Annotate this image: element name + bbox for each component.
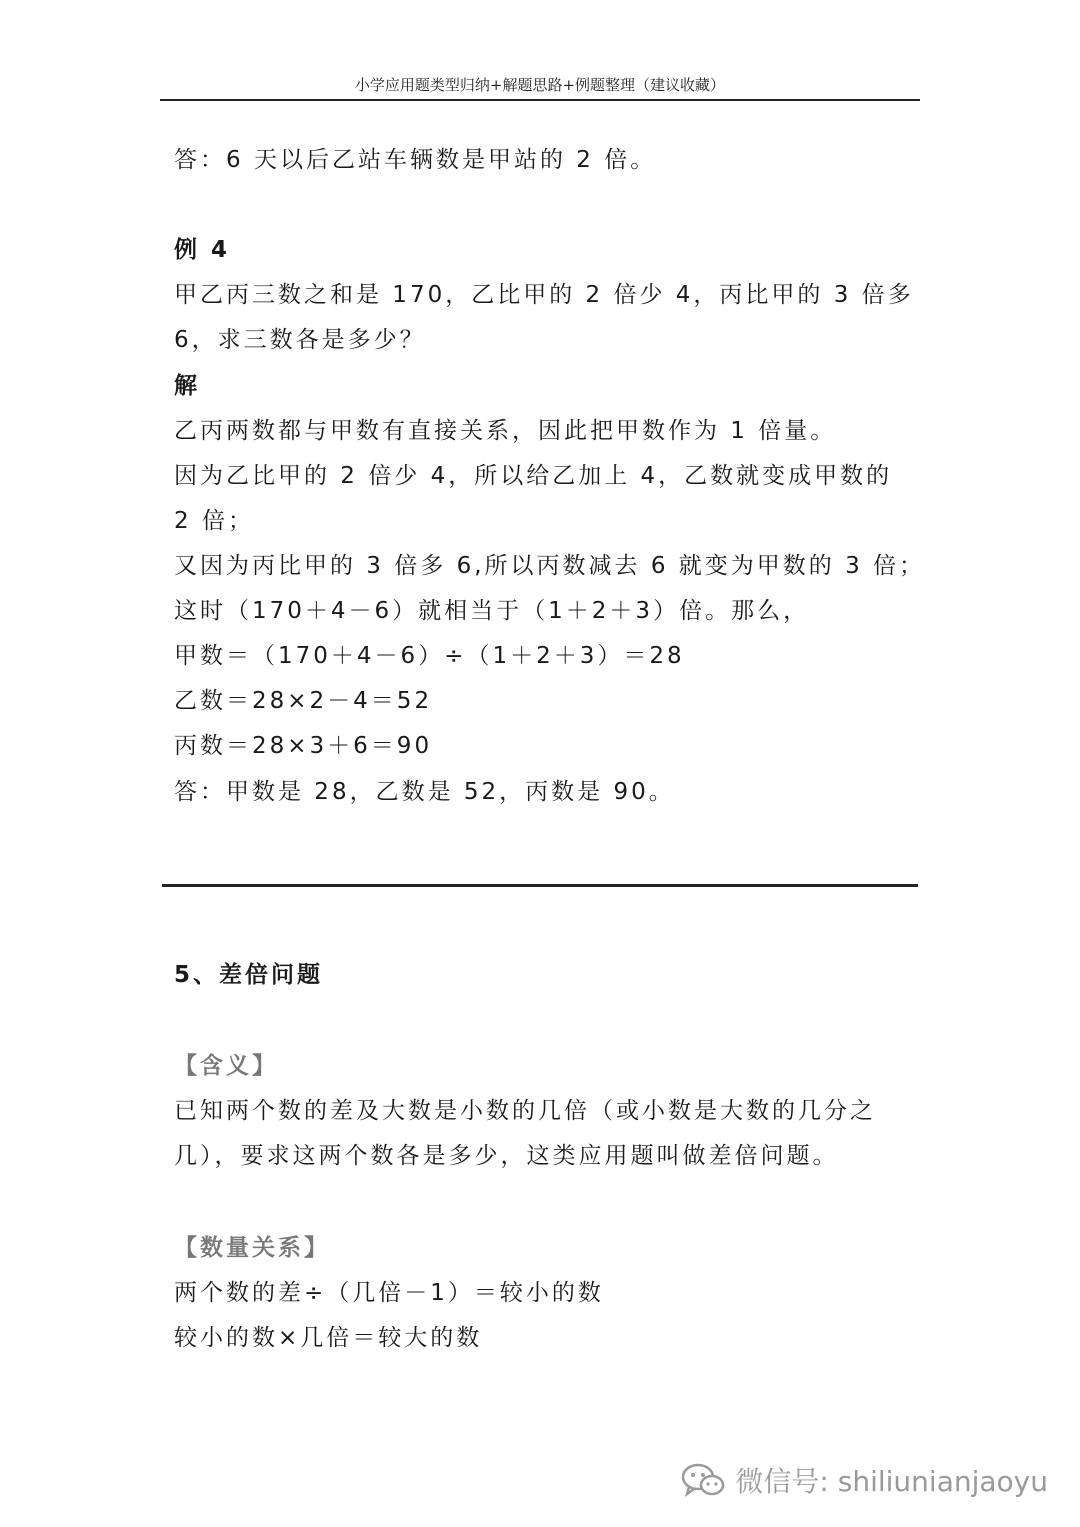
calc-bing: 丙数＝28×3＋6＝90 bbox=[174, 733, 433, 759]
relation-line-1: 两个数的差÷（几倍－1）＝较小的数 bbox=[174, 1280, 604, 1306]
solution-line-1: 乙丙两数都与甲数有直接关系，因此把甲数作为 1 倍量。 bbox=[174, 418, 837, 444]
previous-answer: 答：6 天以后乙站车辆数是甲站的 2 倍。 bbox=[174, 147, 657, 173]
meaning-line-1: 已知两个数的差及大数是小数的几倍（或小数是大数的几分之 bbox=[174, 1098, 876, 1124]
solution-line-2: 因为乙比甲的 2 倍少 4，所以给乙加上 4，乙数就变成甲数的 bbox=[174, 463, 893, 489]
relation-label: 【数量关系】 bbox=[174, 1235, 330, 1261]
solution-line-5: 这时（170＋4－6）就相当于（1＋2＋3）倍。那么， bbox=[174, 598, 810, 624]
calc-jia: 甲数＝（170＋4－6）÷（1＋2＋3）＝28 bbox=[174, 643, 685, 669]
example-label: 例 4 bbox=[174, 237, 231, 263]
solution-line-4: 又因为丙比甲的 3 倍多 6,所以丙数减去 6 就变为甲数的 3 倍； bbox=[174, 553, 926, 579]
problem-text-line-2: 6，求三数各是多少？ bbox=[174, 327, 426, 353]
solution-line-3: 2 倍； bbox=[174, 508, 254, 534]
solution-label: 解 bbox=[174, 373, 200, 399]
section-divider bbox=[162, 884, 918, 887]
header-rule bbox=[160, 99, 920, 101]
watermark bbox=[681, 1460, 1048, 1500]
section-title: 5、差倍问题 bbox=[174, 962, 324, 988]
answer-text: 答：甲数是 28，乙数是 52，丙数是 90。 bbox=[174, 779, 675, 805]
calc-yi: 乙数＝28×2－4＝52 bbox=[174, 688, 433, 714]
problem-text-line-1: 甲乙丙三数之和是 170，乙比甲的 2 倍少 4，丙比甲的 3 倍多 bbox=[174, 282, 914, 308]
relation-line-2: 较小的数×几倍＝较大的数 bbox=[174, 1325, 483, 1351]
watermark-text: 微信号: shiliunianjaoyu bbox=[735, 1465, 1048, 1498]
meaning-label: 【含义】 bbox=[174, 1053, 278, 1079]
page-header-title: 小学应用题类型归纳+解题思路+例题整理（建议收藏） bbox=[354, 76, 726, 94]
meaning-line-2: 几），要求这两个数各是多少，这类应用题叫做差倍问题。 bbox=[174, 1143, 839, 1169]
wechat-icon bbox=[681, 1462, 725, 1498]
